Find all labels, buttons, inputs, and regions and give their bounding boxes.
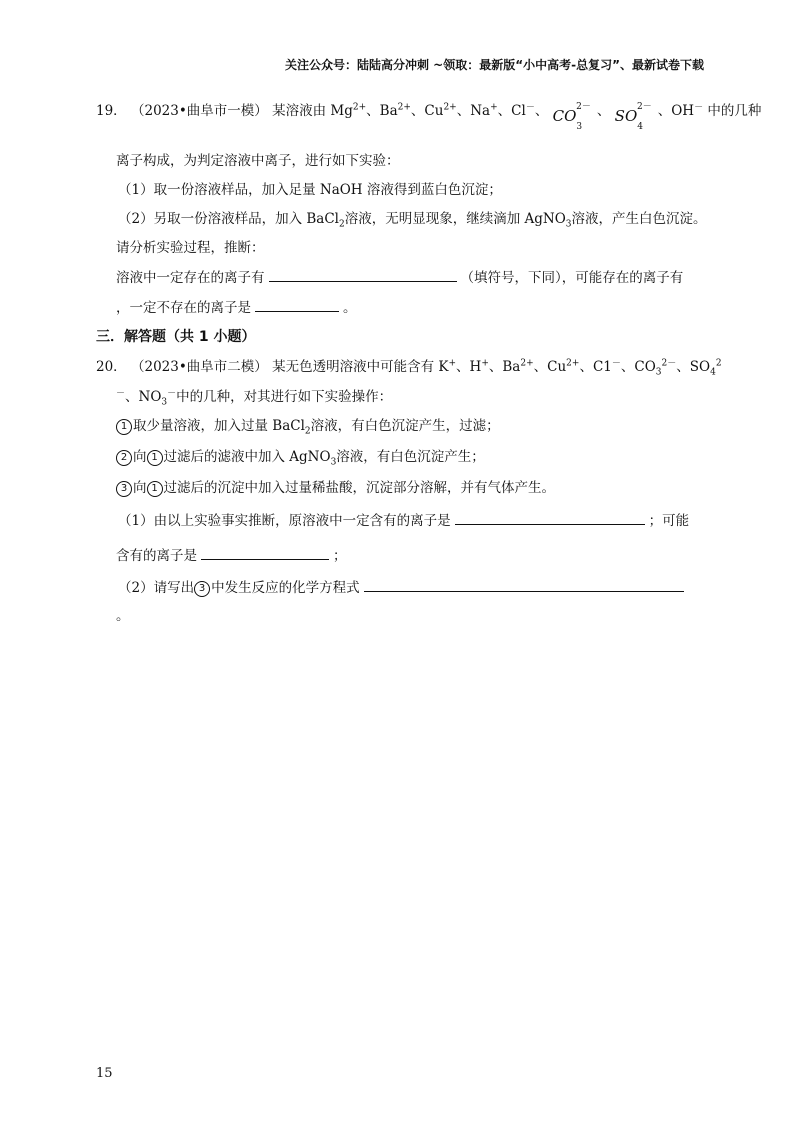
q20-op1-b: 溶液，有白色沉淀产生，过滤；: [310, 418, 500, 434]
q20-sub1-b: ；可能: [648, 513, 690, 529]
q19-step2-b: 溶液，无明显现象，继续滴加 AgNO: [344, 211, 566, 227]
q20-sub2-b: 中发生反应的化学方程式: [211, 580, 360, 596]
q20-end: 。: [116, 608, 130, 624]
answer-blank[interactable]: [201, 545, 329, 560]
circled-1-icon: 1: [116, 419, 132, 435]
q20-sub1-d: ；: [333, 548, 347, 564]
q20-op3-a: 向: [133, 480, 147, 496]
answer-blank[interactable]: [455, 510, 645, 525]
q20-sub1-cont: [116, 545, 347, 566]
page-number: 15: [96, 1066, 113, 1081]
answer-blank[interactable]: [269, 267, 457, 282]
q20-op2-b: 过滤后的滤液中加入 AgNO: [163, 449, 331, 465]
q19-stem-start: 某溶液由 Mg: [272, 103, 353, 119]
q20-stem: 某无色透明溶液中可能含有 K: [272, 359, 449, 375]
q19-stem-end: 中的几种: [707, 103, 762, 119]
q19-source: （2023•曲阜市一模）: [130, 103, 268, 119]
q19-analyze: 请分析实验过程，推断：: [116, 240, 265, 256]
q20-number: 20．: [96, 359, 127, 375]
q19-q-c-text: ，一定不存在的离子是: [116, 300, 251, 316]
q20-line1: 20． （2023•曲阜市二模） 某无色透明溶液中可能含有 K+、H+、$Ba^{2+}$、$Cu^{2+}$、C1－、$CO_3^{2-}$、$SO_4^2$: [96, 358, 722, 378]
q20-op2-a: 向: [133, 449, 147, 465]
q20-sub1-c: 含有的离子是: [116, 548, 197, 564]
q20-op2-c: 溶液，有白色沉淀产生；: [336, 449, 485, 465]
answer-blank[interactable]: [255, 297, 339, 312]
q20-op1-a: 取少量溶液，加入过量 BaCl: [133, 418, 305, 434]
circled-3-icon: 3: [116, 481, 132, 497]
q20-line2: －、$NO_3^-$中的几种，对其进行如下实验操作：: [116, 388, 393, 408]
q19-step2: （2）另取一份溶液样品，加入 BaCl$_2$溶液，无明显现象，继续滴加 AgNO$_3$溶液，产生白色沉淀。: [118, 211, 707, 230]
q20-op3: [116, 478, 555, 498]
q20-op3-b: 过滤后的沉淀中加入过量稀盐酸，沉淀部分溶解，并有气体产生。: [163, 480, 555, 496]
q20-source: （2023•曲阜市二模）: [130, 359, 268, 375]
q20-line2-tail: 中的几种，对其进行如下实验操作：: [176, 389, 393, 405]
q19-line1: 19． （2023•曲阜市一模） 某溶液由 $Mg^{2+}$、$Ba^{2+}$、$Cu^{2+}$、Na+、Cl－、 $CO_3^{2-}$ 、 $SO_4^{2-}$ 、OH－ 中的几种: [96, 102, 762, 132]
q19-line2: 离子构成，为判定溶液中离子，进行如下实验：: [116, 153, 400, 169]
q19-step2-a: （2）另取一份溶液样品，加入 BaCl: [118, 211, 339, 227]
q19-step1: （1）取一份溶液样品，加入足量 NaOH 溶液得到蓝白色沉淀；: [118, 182, 502, 198]
circled-1-icon: 1: [147, 481, 163, 497]
page-header: 关注公众号：陆陆高分冲刺 ~领取：最新版“小中高考-总复习”、最新试卷下载: [285, 58, 704, 72]
q19-q-end: 。: [343, 300, 357, 316]
q20-sub2: [118, 577, 688, 598]
circled-3-icon: 3: [194, 581, 210, 597]
circled-2-icon: 2: [116, 450, 132, 466]
q20-op2: 2 向 1 过滤后的滤液中加入 AgNO$_3$溶液，有白色沉淀产生；: [116, 447, 485, 467]
q19-q-a-text: 溶液中一定存在的离子有: [116, 270, 265, 286]
q19-q-b-text: （填符号，下同），可能存在的离子有: [460, 270, 684, 286]
q20-sub1: [118, 510, 689, 531]
section-title: 三．解答题（共 1 小题）: [96, 329, 256, 345]
q20-sub2-a: （2）请写出: [118, 580, 195, 596]
q19-question-c: [116, 297, 357, 318]
q19-question-a: [116, 267, 683, 288]
q19-number: 19．: [96, 103, 127, 119]
q19-step2-c: 溶液，产生白色沉淀。: [571, 211, 707, 227]
q20-sub1-a: （1）由以上实验事实推断，原溶液中一定含有的离子是: [118, 513, 451, 529]
q20-op1: 1 取少量溶液，加入过量 BaCl$_2$溶液，有白色沉淀产生，过滤；: [116, 416, 500, 436]
answer-blank[interactable]: [364, 577, 684, 592]
circled-1-icon: 1: [147, 450, 163, 466]
